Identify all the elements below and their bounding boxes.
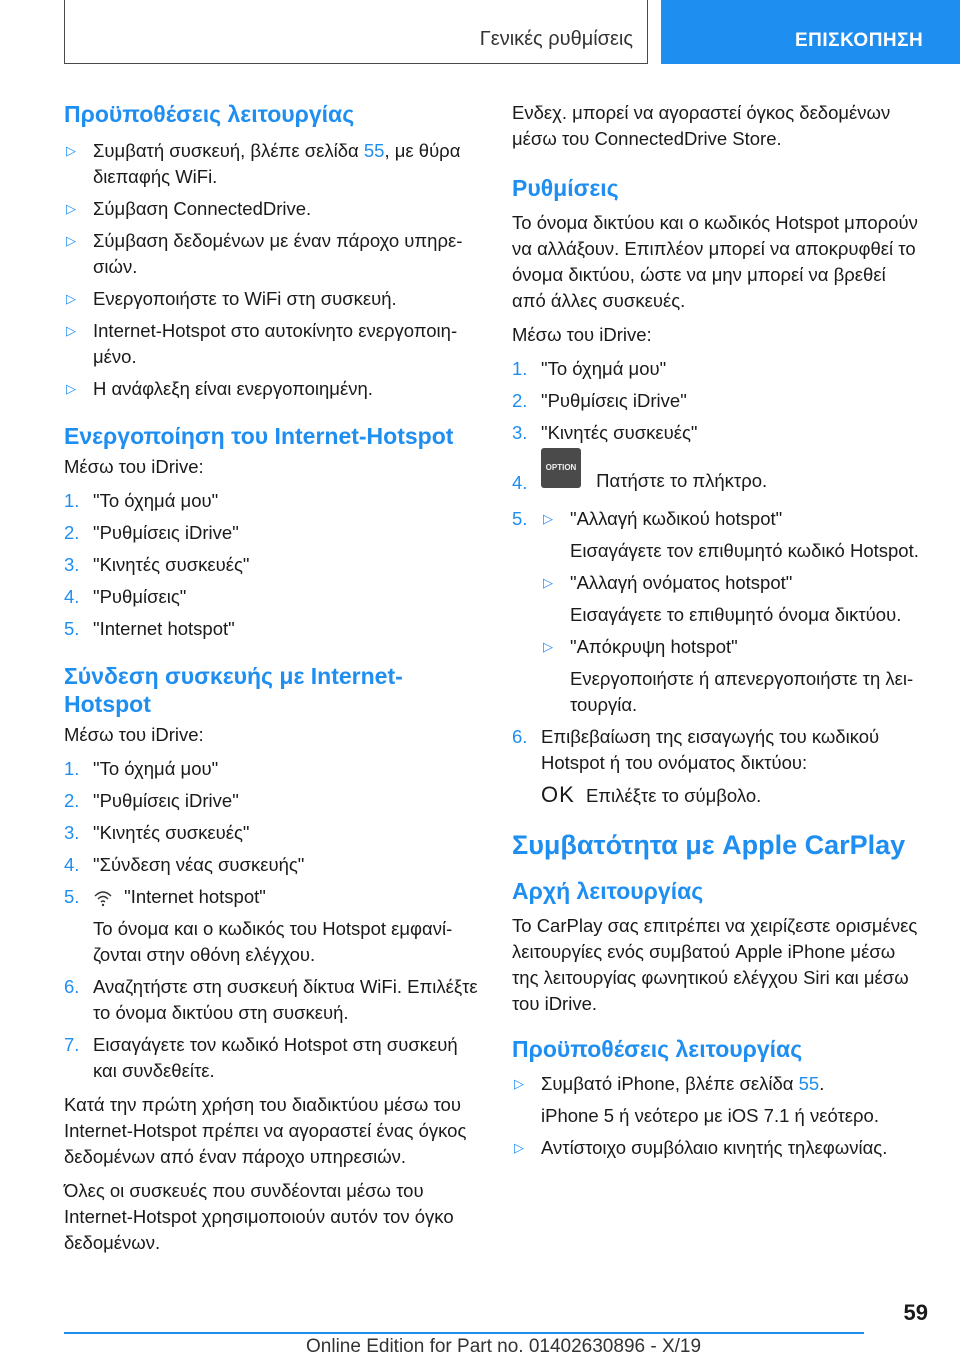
paragraph: Το όνομα δικτύου και ο κωδικός Hotspot μπορούν να αλλάξουν. Επιπλέον μπορεί να αποκρυφθεί το όνομα δικτύου, ώστε να μην μπορεί να βρεθεί από άλλες συσκευές. xyxy=(512,212,918,311)
list-item: 5. "Internet hotspot" xyxy=(64,618,235,639)
list-item: ▷ Σύμβαση ConnectedDrive. xyxy=(64,196,484,222)
list-item: 5. ▷ "Αλλαγή κωδικού hotspot" Εισαγάγετε τον επιθυμητό κωδικό Hotspot. ▷ "Αλλαγή ονόματος hotspot" Εισαγάγετε το επιθυμητό όνομα δικτύου. ▷ "Απόκρυψη hotspot" Ενεργοποιήστε ή απενεργοποιήστε τη λειτουργία. xyxy=(512,506,922,718)
list-item: 1. "Το όχημά μου" xyxy=(64,490,219,511)
sub-list-item: ▷ "Αλλαγή κωδικού hotspot" Εισαγάγετε τον επιθυμητό κωδικό Hotspot. xyxy=(543,508,919,561)
option-button-icon: OPTION xyxy=(541,448,581,488)
triangle-bullet-icon: ▷ xyxy=(66,233,76,248)
list-item: ▷ Συμβατή συσκευή, βλέπε σελίδα 55, με θύρα διεπαφής WiFi. xyxy=(66,140,461,187)
footer-divider xyxy=(64,1332,864,1334)
heading-carplay: Συμβατότητα με Apple CarPlay xyxy=(512,830,906,860)
list-item: 7. Εισαγάγετε τον κωδικό Hotspot στη συσκευή και συνδεθείτε. xyxy=(64,1034,458,1081)
header-chapter-tab xyxy=(661,0,960,64)
header-section-title: Γενικές ρυθμίσεις xyxy=(479,28,633,50)
heading-principle: Αρχή λειτουργίας xyxy=(512,878,704,904)
list-item: 3. "Κινητές συσκευές" xyxy=(64,554,250,575)
list-item: ▷ Η ανάφλεξη είναι ενεργοποιημένη. xyxy=(64,376,484,402)
list-item: 4. "Ρυθμίσεις" xyxy=(64,586,187,607)
page-header xyxy=(0,0,960,66)
list-item: ▷ Σύμβαση δεδομένων με έναν πάροχο υπηρεσιών. xyxy=(66,230,463,277)
paragraph: Κατά την πρώτη χρήση του διαδικτύου μέσω του Internet-Hotspot πρέπει να αγοραστεί ένας όγκος δεδομένων από έναν πάροχο υπηρεσιών. xyxy=(64,1094,467,1167)
list-item: ▷ Ενεργοποιήστε το WiFi στη συσκευή. xyxy=(64,286,484,312)
triangle-bullet-icon: ▷ xyxy=(514,1140,524,1155)
page-number: 59 xyxy=(903,1300,928,1325)
triangle-bullet-icon: ▷ xyxy=(543,511,553,526)
triangle-bullet-icon: ▷ xyxy=(66,143,76,158)
sub-list-item: ▷ "Αλλαγή ονόματος hotspot" Εισαγάγετε το επιθυμητό όνομα δικτύου. xyxy=(543,572,902,625)
list-item: 4. "Σύνδεση νέας συσκευής" xyxy=(64,854,305,875)
via-idrive-text: Μέσω του iDrive: xyxy=(64,456,204,477)
paragraph: Όλες οι συσκευές που συνδέονται μέσω του Internet-Hotspot χρησιμοποιούν αυτόν τον όγκο δεδομένων. xyxy=(64,1180,454,1253)
list-item: 2. "Ρυθμίσεις iDrive" xyxy=(64,522,239,543)
heading-connect-device: Σύνδεση συσκευής με Internet-Hotspot xyxy=(64,663,403,717)
list-item: 6. Επιβεβαίωση της εισαγωγής του κωδικού Hotspot ή του ονόματος δικτύου: OK Επιλέξτε το σύμβολο. xyxy=(512,726,880,807)
wifi-icon xyxy=(93,888,113,908)
list-item: ▷ Αντίστοιχο συμβόλαιο κινητής τηλεφωνίας. xyxy=(512,1135,922,1161)
heading-prerequisites-carplay: Προϋποθέσεις λειτουργίας xyxy=(512,1036,803,1062)
header-section-box xyxy=(64,0,648,64)
heading-settings: Ρυθμίσεις xyxy=(512,175,619,201)
heading-prerequisites: Προϋποθέσεις λειτουργίας xyxy=(64,101,355,127)
triangle-bullet-icon: ▷ xyxy=(66,323,76,338)
right-column xyxy=(512,100,922,1161)
list-item: 2. "Ρυθμίσεις iDrive" xyxy=(64,790,239,811)
triangle-bullet-icon: ▷ xyxy=(66,201,76,216)
list-item: ▷ Internet-Hotspot στο αυτοκίνητο ενεργοποιημένο. xyxy=(66,320,458,367)
list-item: 5. "Internet hotspot" Το όνομα και ο κωδικός του Hotspot εμφανίζονται στην οθόνη ελέγχου. xyxy=(64,886,453,965)
heading-activate-hotspot: Ενεργοποίηση του Internet-Hotspot xyxy=(64,423,454,449)
list-item: 3. "Κινητές συσκευές" xyxy=(64,822,250,843)
list-item: 3. "Κινητές συσκευές" xyxy=(512,422,698,443)
list-item: 1. "Το όχημά μου" xyxy=(64,758,219,779)
list-item: 1. "Το όχημά μου" xyxy=(512,358,667,379)
list-item: ▷ Συμβατό iPhone, βλέπε σελίδα 55. iPhone 5 ή νεότερο με iOS 7.1 ή νεότερο. xyxy=(514,1073,879,1126)
triangle-bullet-icon: ▷ xyxy=(543,575,553,590)
list-item: 4. OPTION Πατήστε το πλήκτρο. xyxy=(512,454,922,504)
paragraph: Το CarPlay σας επιτρέπει να χειρίζεστε ορισμένες λειτουργίες ενός συμβατού Apple iPhone μέσω της λειτουργίας φωνητικού ελέγχου Siri και μέσω του iDrive. xyxy=(512,915,918,1014)
triangle-bullet-icon: ▷ xyxy=(543,639,553,654)
list-item: 2. "Ρυθμίσεις iDrive" xyxy=(512,390,687,411)
edition-text: Online Edition for Part no. 01402630896 - X/19 xyxy=(306,1336,702,1357)
page-link[interactable]: 55 xyxy=(363,140,385,161)
triangle-bullet-icon: ▷ xyxy=(514,1076,524,1091)
ok-symbol-icon: OK xyxy=(541,782,575,807)
triangle-bullet-icon: ▷ xyxy=(66,291,76,306)
paragraph: Ενδεχ. μπορεί να αγοραστεί όγκος δεδομένων μέσω του ConnectedDrive Store. xyxy=(512,102,891,149)
via-idrive-text: Μέσω του iDrive: xyxy=(512,324,652,345)
left-column xyxy=(64,100,484,1256)
page-link[interactable]: 55 xyxy=(798,1073,820,1094)
list-item: 6. Αναζητήστε στη συσκευή δίκτυα WiFi. Επιλέξτε το όνομα δικτύου στη συσκευή. xyxy=(64,976,478,1023)
sub-list-item: ▷ "Απόκρυψη hotspot" Ενεργοποιήστε ή απενεργοποιήστε τη λειτουργία. xyxy=(543,636,914,715)
header-chapter-title: ΕΠΙΣΚΟΠΗΣΗ xyxy=(795,30,924,51)
triangle-bullet-icon: ▷ xyxy=(66,381,76,396)
via-idrive-text: Μέσω του iDrive: xyxy=(64,724,204,745)
